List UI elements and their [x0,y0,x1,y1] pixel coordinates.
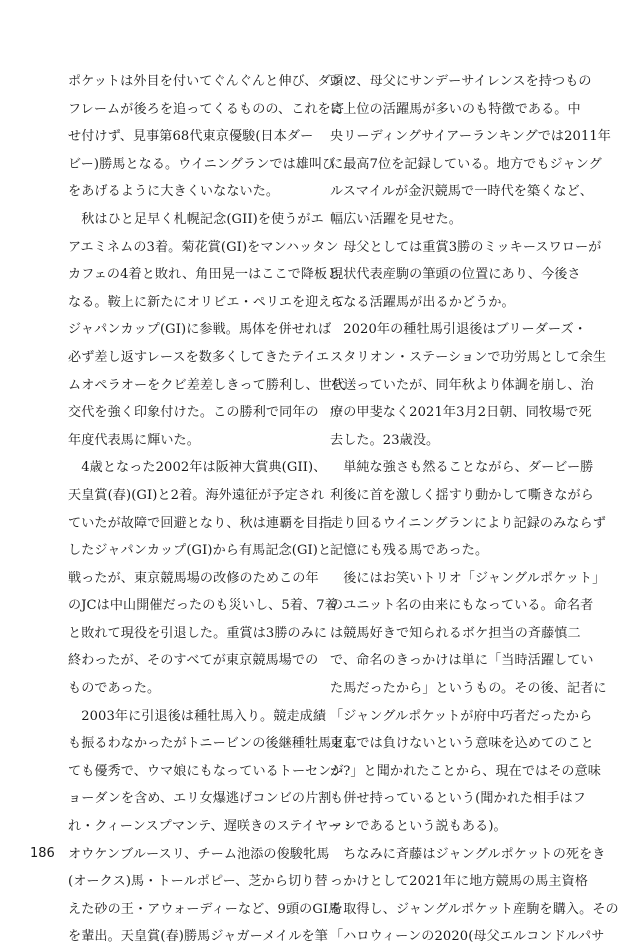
text-line: 秋はひと足早く札幌記念(GII)を使うがエ [68,211,324,227]
text-line: フレームが後ろを追ってくるものの、これを寄 [68,101,345,117]
text-line: 「ハロウィーンの2020(母父エルコンドルパサ [330,929,605,945]
text-line: ジャパンカップ(GI)に参戦。馬体を併せれば [68,322,332,338]
text-line: を輩出。天皇賞(春)勝馬ジャガーメイルを筆 [68,929,328,945]
text-line: なる。鞍上に新たにオリビエ・ペリエを迎えて [68,294,345,310]
paragraph [68,206,346,454]
text-line: は競馬好きで知られるボケ担当の斉藤慎二 [330,625,581,641]
text-line: で、命名のきっかけは単に「当時活躍してい [330,653,594,669]
text-line: ァンであるという説もある)。 [330,819,507,835]
left-column [68,68,358,951]
text-line: 年度代表馬に輝いた。 [68,432,200,448]
text-line: 記憶にも残る馬であった。 [330,543,489,559]
paragraph [330,316,607,454]
text-line: 戦ったが、東京競馬場の改修のためこの年 [68,570,319,586]
text-line: えた砂の王・アウォーディーなど、9頭のGI馬 [68,901,342,917]
paragraph [68,454,338,702]
text-line: 必ず差し返すレースを数多くしてきたテイエ [68,349,330,365]
text-line: カフェの4着と敗れ、角田晃一はここで降板と [68,267,341,283]
text-line: のユニット名の由来にもなっている。命名者 [330,598,594,614]
paragraph [330,234,602,317]
text-line: に最高7位を記録している。地方でもジャング [330,156,602,172]
paragraph [68,68,358,206]
text-line: 2020年の種牡馬引退後はブリーダーズ・ [330,322,587,338]
right-column [330,68,619,951]
text-line: に上位の活躍馬が多いのも特徴である。中 [330,101,581,117]
text-line: をあげるように大きくいなないた。 [68,184,280,200]
text-line: ても優秀で、ウマ娘にもなっているトーセンジ [68,763,345,779]
text-line: れ・クィーンスプマンテ、遅咲きのステイヤー・ [68,819,355,835]
text-line: ビー)勝馬となる。ウイニングランでは雄叫び [68,156,336,172]
text-line: スタリオン・ステーションで功労馬として余生 [330,349,607,365]
text-line: も振るわなかったがトニービンの後継種牡馬とし [68,736,358,752]
text-line: 走り回るウイニングランにより記録のみならず [330,515,606,531]
text-line: (オークス)馬・トールポピー、芝から切り替 [68,874,328,890]
text-line: オウケンブルースリ、チーム池添の俊駿牝馬 [68,846,330,862]
paragraph [330,68,611,234]
text-line: のJCは中山開催だったのも災いし、5着、7着 [68,598,338,614]
text-line: ョーダンを含め、エリ女爆逃げコンビの片割 [68,791,332,807]
text-line: た馬だったから」というもの。その後、記者に [330,681,607,697]
text-line: 去した。23歳没。 [330,432,440,448]
text-line: ちなみに斉藤はジャングルポケットの死をき [330,846,606,862]
paragraph [330,454,606,564]
text-line: ポケットは外目を付いてぐんぐんと伸び、ダンツ [68,74,358,89]
text-line: したジャパンカップ(GI)から有馬記念(GI)と [68,543,332,559]
text-line: 単純な強さも然ることながら、ダービー勝 [330,460,594,476]
text-line: っかけとして2021年に地方競馬の馬主資格 [330,874,589,890]
text-line: 4歳となった2002年は阪神大賞典(GII)、 [68,460,327,476]
text-line: と敗れて現役を引退した。重賞は3勝のみに [68,625,328,641]
text-line: 終わったが、そのすべてが東京競馬場での [68,653,319,669]
text-line: 東京では負けないという意味を込めてのこと [330,736,594,752]
paragraph [330,565,607,841]
text-line: も併せ持っているという(聞かれた相手はフ [330,791,586,807]
text-line: 幅広い活躍を見せた。 [330,211,462,227]
text-line: ていたが故障で回避となり、秋は連覇を目指 [68,515,332,531]
text-line: アエミネムの3着。菊花賞(GI)をマンハッタン [68,239,339,255]
text-line: らなる活躍馬が出るかどうか。 [330,294,515,310]
page-number: 186 [30,846,55,861]
text-line: 交代を強く印象付けた。この勝利で同年の [68,405,319,421]
text-line: 「ジャングルポケットが府中巧者だったから [330,708,593,724]
paragraph [68,703,358,951]
text-line: せ付けず、見事第68代東京優駿(日本ダー [68,129,314,145]
text-line: 頭に、母父にサンデーサイレンスを持つもの [330,74,592,89]
text-line: 後にはお笑いトリオ「ジャングルポケット」 [330,570,606,586]
text-line: を送っていたが、同年秋より体調を崩し、治 [330,377,594,393]
text-line: ものであった。 [68,681,161,697]
text-line: を取得し、ジャングルポケット産駒を購入。その [330,901,619,917]
text-line: 天皇賞(春)(GI)と2着。海外遠征が予定され [68,487,325,503]
text-line: 央リーディングサイアーランキングでは2011年 [330,129,611,145]
text-line: か?」と聞かれたことから、現在ではその意味 [330,763,601,779]
text-line: ルスマイルが金沢競馬で一時代を築くなど、 [330,184,593,200]
text-line: 母父としては重賞3勝のミッキースワローが [330,239,602,255]
text-line: 利後に首を激しく揺すり動かして嘶きながら [330,487,594,503]
text-line: ムオペラオーをクビ差差しきって勝利し、世代 [68,377,346,393]
text-line: 療の甲斐なく2021年3月2日朝、同牧場で死 [330,405,592,421]
text-line: 2003年に引退後は種牡馬入り。競走成績 [68,708,327,724]
text-line: 現状代表産駒の筆頭の位置にあり、今後さ [330,267,581,283]
paragraph [330,841,619,951]
